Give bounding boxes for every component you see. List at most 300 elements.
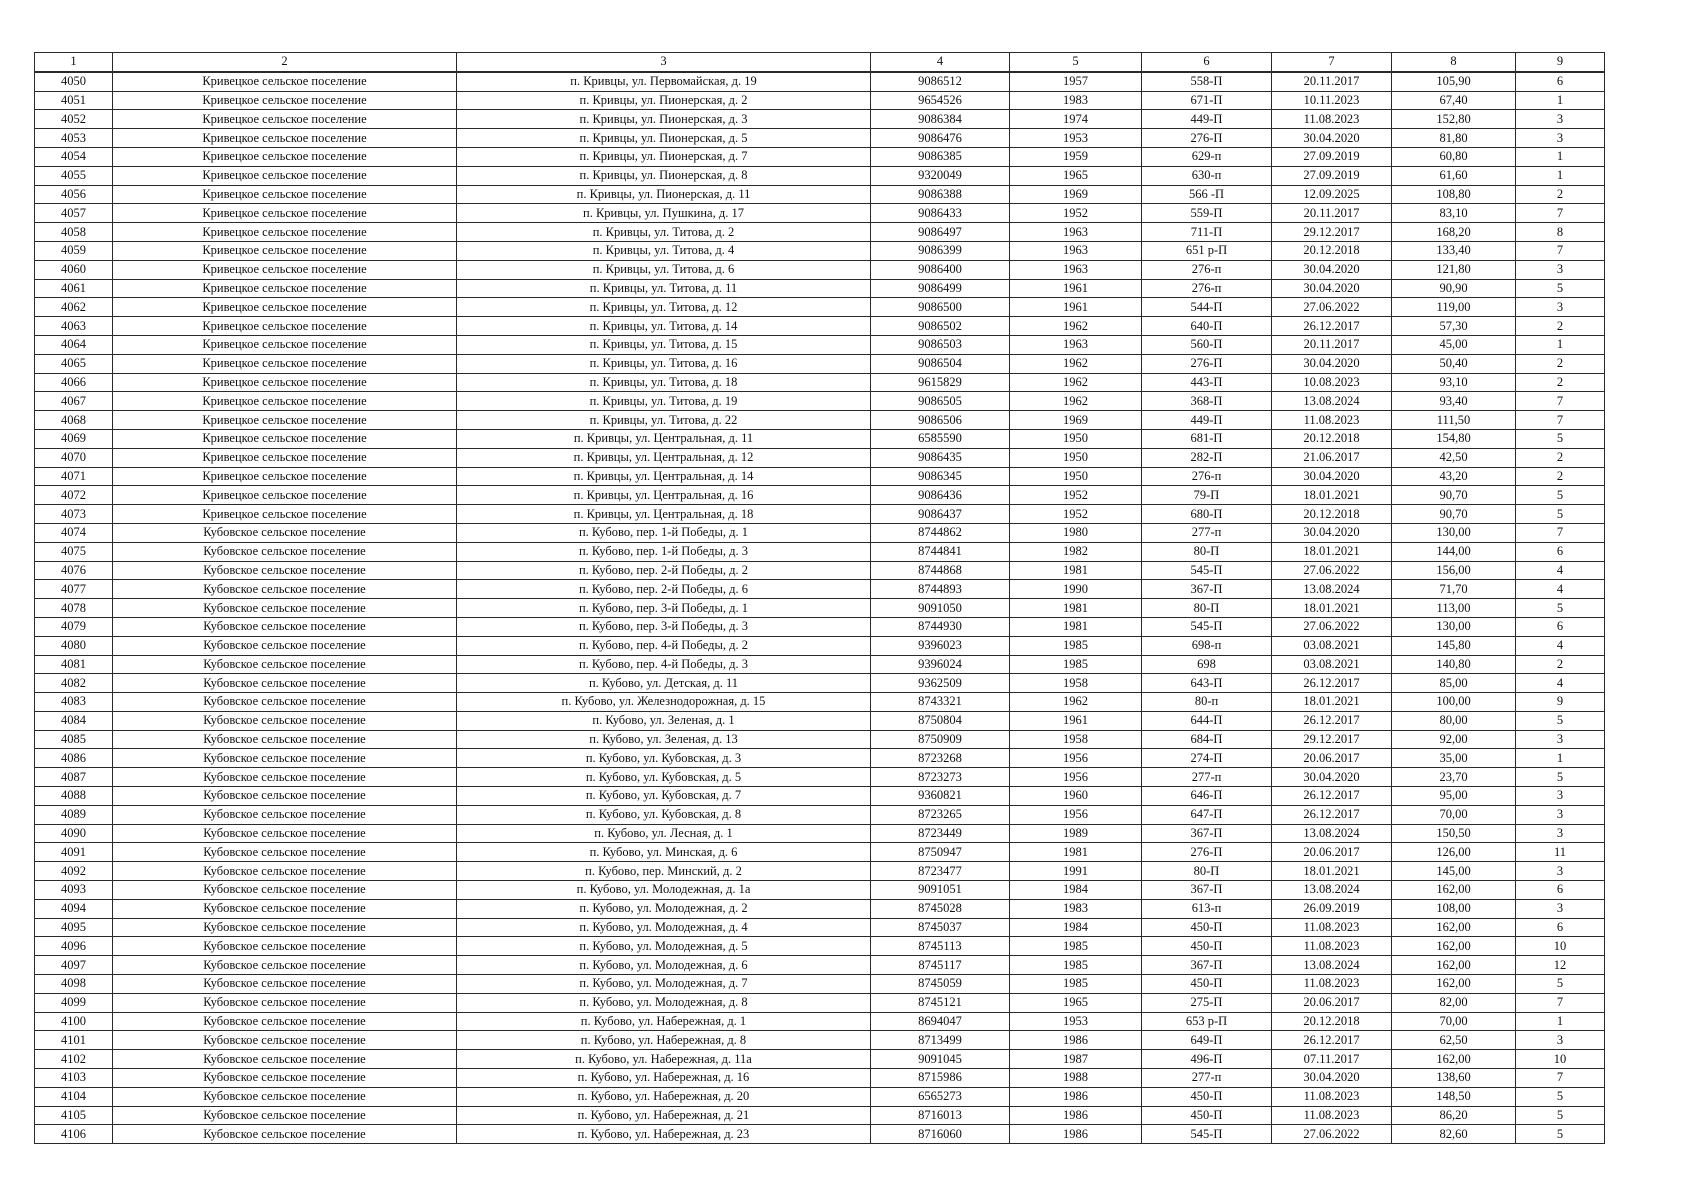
cell-document-number: 698-п	[1142, 636, 1272, 655]
cell-address: п. Кубово, пер. 2-й Победы, д. 2	[457, 561, 871, 580]
table-row	[35, 166, 1605, 185]
cell-address: п. Кривцы, ул. Титова, д. 2	[457, 223, 871, 242]
cell-address: п. Кубово, ул. Набережная, д. 8	[457, 1031, 871, 1050]
cell-document-number: 80-П	[1142, 862, 1272, 881]
cell-document-date: 26.12.2017	[1272, 787, 1392, 806]
cell-document-number: 698	[1142, 655, 1272, 674]
cell-count: 5	[1516, 505, 1605, 524]
cell-document-date: 11.08.2023	[1272, 918, 1392, 937]
cell-row-number: 4080	[35, 636, 113, 655]
cell-count: 3	[1516, 298, 1605, 317]
cell-year: 1990	[1010, 580, 1142, 599]
cell-settlement: Кривецкое сельское поселение	[113, 260, 457, 279]
cell-count: 4	[1516, 561, 1605, 580]
cell-document-number: 367-П	[1142, 580, 1272, 599]
cell-document-number: 282-П	[1142, 448, 1272, 467]
cell-document-date: 27.06.2022	[1272, 617, 1392, 636]
cell-address: п. Кубово, пер. 2-й Победы, д. 6	[457, 580, 871, 599]
cell-row-number: 4089	[35, 805, 113, 824]
cell-address: п. Кубово, ул. Кубовская, д. 7	[457, 787, 871, 806]
cell-count: 9	[1516, 693, 1605, 712]
column-header-5: 5	[1010, 53, 1142, 72]
cell-year: 1960	[1010, 787, 1142, 806]
table-body	[35, 72, 1605, 1144]
cell-row-number: 4064	[35, 335, 113, 354]
cell-document-number: 613-п	[1142, 899, 1272, 918]
table-row	[35, 580, 1605, 599]
cell-document-number: 496-П	[1142, 1050, 1272, 1069]
table-row	[35, 72, 1605, 91]
cell-count: 2	[1516, 185, 1605, 204]
cell-row-number: 4093	[35, 881, 113, 900]
cell-count: 3	[1516, 730, 1605, 749]
cell-area: 95,00	[1392, 787, 1516, 806]
cell-document-date: 13.08.2024	[1272, 392, 1392, 411]
cell-year: 1965	[1010, 166, 1142, 185]
cell-object-code: 8723449	[871, 824, 1010, 843]
cell-row-number: 4090	[35, 824, 113, 843]
cell-object-code: 9086399	[871, 241, 1010, 260]
table-row	[35, 975, 1605, 994]
cell-address: п. Кубово, ул. Кубовская, д. 3	[457, 749, 871, 768]
cell-count: 1	[1516, 147, 1605, 166]
cell-settlement: Кубовское сельское поселение	[113, 1050, 457, 1069]
cell-object-code: 9362509	[871, 674, 1010, 693]
cell-object-code: 8745028	[871, 899, 1010, 918]
cell-count: 3	[1516, 824, 1605, 843]
cell-count: 3	[1516, 129, 1605, 148]
cell-year: 1963	[1010, 241, 1142, 260]
cell-address: п. Кривцы, ул. Центральная, д. 12	[457, 448, 871, 467]
table-row	[35, 561, 1605, 580]
cell-address: п. Кубово, ул. Минская, д. 6	[457, 843, 871, 862]
cell-document-date: 20.12.2018	[1272, 429, 1392, 448]
cell-document-number: 367-П	[1142, 956, 1272, 975]
cell-object-code: 9091045	[871, 1050, 1010, 1069]
cell-object-code: 8744893	[871, 580, 1010, 599]
cell-row-number: 4059	[35, 241, 113, 260]
cell-area: 108,80	[1392, 185, 1516, 204]
cell-row-number: 4105	[35, 1106, 113, 1125]
cell-year: 1986	[1010, 1031, 1142, 1050]
cell-object-code: 9654526	[871, 91, 1010, 110]
cell-row-number: 4092	[35, 862, 113, 881]
cell-document-number: 544-П	[1142, 298, 1272, 317]
cell-count: 5	[1516, 711, 1605, 730]
cell-address: п. Кривцы, ул. Первомайская, д. 19	[457, 72, 871, 91]
cell-address: п. Кубово, ул. Набережная, д. 21	[457, 1106, 871, 1125]
cell-address: п. Кубово, пер. 1-й Победы, д. 3	[457, 542, 871, 561]
cell-object-code: 9086497	[871, 223, 1010, 242]
cell-area: 133,40	[1392, 241, 1516, 260]
cell-object-code: 8745059	[871, 975, 1010, 994]
cell-settlement: Кривецкое сельское поселение	[113, 486, 457, 505]
table-row	[35, 279, 1605, 298]
cell-year: 1963	[1010, 335, 1142, 354]
cell-address: п. Кубово, ул. Набережная, д. 20	[457, 1087, 871, 1106]
cell-document-number: 275-П	[1142, 993, 1272, 1012]
cell-year: 1981	[1010, 843, 1142, 862]
cell-object-code: 9086436	[871, 486, 1010, 505]
cell-year: 1983	[1010, 899, 1142, 918]
cell-settlement: Кубовское сельское поселение	[113, 636, 457, 655]
cell-count: 2	[1516, 354, 1605, 373]
cell-document-number: 450-П	[1142, 918, 1272, 937]
cell-row-number: 4058	[35, 223, 113, 242]
cell-object-code: 8750804	[871, 711, 1010, 730]
cell-area: 130,00	[1392, 523, 1516, 542]
cell-document-date: 20.06.2017	[1272, 993, 1392, 1012]
cell-object-code: 8723477	[871, 862, 1010, 881]
cell-address: п. Кубово, ул. Зеленая, д. 1	[457, 711, 871, 730]
table-row	[35, 241, 1605, 260]
cell-area: 168,20	[1392, 223, 1516, 242]
table-row	[35, 899, 1605, 918]
cell-year: 1985	[1010, 937, 1142, 956]
cell-year: 1956	[1010, 768, 1142, 787]
cell-address: п. Кривцы, ул. Пионерская, д. 8	[457, 166, 871, 185]
cell-address: п. Кривцы, ул. Центральная, д. 16	[457, 486, 871, 505]
cell-document-date: 20.06.2017	[1272, 843, 1392, 862]
cell-settlement: Кубовское сельское поселение	[113, 824, 457, 843]
cell-object-code: 6585590	[871, 429, 1010, 448]
cell-address: п. Кривцы, ул. Центральная, д. 18	[457, 505, 871, 524]
cell-area: 108,00	[1392, 899, 1516, 918]
cell-count: 4	[1516, 674, 1605, 693]
cell-object-code: 9086505	[871, 392, 1010, 411]
cell-address: п. Кубово, ул. Молодежная, д. 8	[457, 993, 871, 1012]
registry-table	[34, 52, 1605, 1144]
cell-document-number: 545-П	[1142, 561, 1272, 580]
table-row	[35, 260, 1605, 279]
cell-year: 1981	[1010, 561, 1142, 580]
cell-settlement: Кубовское сельское поселение	[113, 918, 457, 937]
cell-address: п. Кривцы, ул. Пионерская, д. 2	[457, 91, 871, 110]
cell-document-number: 560-П	[1142, 335, 1272, 354]
cell-year: 1962	[1010, 693, 1142, 712]
cell-document-date: 10.08.2023	[1272, 373, 1392, 392]
cell-row-number: 4103	[35, 1069, 113, 1088]
cell-object-code: 8723268	[871, 749, 1010, 768]
cell-document-date: 18.01.2021	[1272, 693, 1392, 712]
cell-address: п. Кубово, ул. Железнодорожная, д. 15	[457, 693, 871, 712]
cell-row-number: 4081	[35, 655, 113, 674]
cell-row-number: 4060	[35, 260, 113, 279]
cell-year: 1988	[1010, 1069, 1142, 1088]
cell-object-code: 9360821	[871, 787, 1010, 806]
cell-year: 1981	[1010, 617, 1142, 636]
cell-settlement: Кубовское сельское поселение	[113, 561, 457, 580]
cell-year: 1969	[1010, 185, 1142, 204]
cell-year: 1982	[1010, 542, 1142, 561]
cell-area: 105,90	[1392, 72, 1516, 91]
cell-document-number: 276-п	[1142, 279, 1272, 298]
cell-count: 1	[1516, 749, 1605, 768]
cell-area: 93,40	[1392, 392, 1516, 411]
cell-row-number: 4053	[35, 129, 113, 148]
table-row	[35, 523, 1605, 542]
cell-object-code: 9091051	[871, 881, 1010, 900]
cell-row-number: 4102	[35, 1050, 113, 1069]
cell-area: 83,10	[1392, 204, 1516, 223]
cell-document-date: 18.01.2021	[1272, 862, 1392, 881]
cell-settlement: Кривецкое сельское поселение	[113, 411, 457, 430]
cell-count: 2	[1516, 448, 1605, 467]
cell-document-date: 18.01.2021	[1272, 599, 1392, 618]
cell-object-code: 8743321	[871, 693, 1010, 712]
cell-object-code: 9086400	[871, 260, 1010, 279]
table-row	[35, 204, 1605, 223]
cell-document-number: 80-П	[1142, 542, 1272, 561]
cell-year: 1986	[1010, 1125, 1142, 1144]
cell-document-date: 07.11.2017	[1272, 1050, 1392, 1069]
cell-row-number: 4097	[35, 956, 113, 975]
cell-document-date: 11.08.2023	[1272, 975, 1392, 994]
cell-document-number: 276-П	[1142, 129, 1272, 148]
cell-year: 1991	[1010, 862, 1142, 881]
cell-year: 1965	[1010, 993, 1142, 1012]
table-row	[35, 768, 1605, 787]
cell-object-code: 8744930	[871, 617, 1010, 636]
cell-document-date: 20.12.2018	[1272, 1012, 1392, 1031]
cell-address: п. Кривцы, ул. Титова, д. 6	[457, 260, 871, 279]
table-row	[35, 373, 1605, 392]
cell-year: 1952	[1010, 486, 1142, 505]
cell-settlement: Кубовское сельское поселение	[113, 693, 457, 712]
cell-document-number: 651 р-П	[1142, 241, 1272, 260]
cell-count: 5	[1516, 1087, 1605, 1106]
cell-count: 5	[1516, 486, 1605, 505]
cell-document-date: 30.04.2020	[1272, 523, 1392, 542]
cell-row-number: 4054	[35, 147, 113, 166]
cell-address: п. Кубово, ул. Набережная, д. 11а	[457, 1050, 871, 1069]
cell-area: 140,80	[1392, 655, 1516, 674]
cell-year: 1984	[1010, 918, 1142, 937]
cell-area: 82,60	[1392, 1125, 1516, 1144]
cell-address: п. Кубово, пер. Минский, д. 2	[457, 862, 871, 881]
cell-area: 162,00	[1392, 918, 1516, 937]
cell-area: 92,00	[1392, 730, 1516, 749]
cell-area: 62,50	[1392, 1031, 1516, 1050]
cell-row-number: 4096	[35, 937, 113, 956]
cell-count: 3	[1516, 787, 1605, 806]
table-row	[35, 1050, 1605, 1069]
cell-row-number: 4077	[35, 580, 113, 599]
cell-settlement: Кривецкое сельское поселение	[113, 279, 457, 298]
cell-settlement: Кубовское сельское поселение	[113, 1087, 457, 1106]
cell-row-number: 4095	[35, 918, 113, 937]
table-row	[35, 711, 1605, 730]
cell-document-date: 27.06.2022	[1272, 1125, 1392, 1144]
cell-count: 2	[1516, 467, 1605, 486]
table-row	[35, 392, 1605, 411]
cell-document-number: 646-П	[1142, 787, 1272, 806]
cell-object-code: 9091050	[871, 599, 1010, 618]
cell-document-date: 20.12.2018	[1272, 505, 1392, 524]
cell-year: 1959	[1010, 147, 1142, 166]
header-row	[35, 53, 1605, 72]
cell-year: 1984	[1010, 881, 1142, 900]
cell-area: 154,80	[1392, 429, 1516, 448]
cell-settlement: Кубовское сельское поселение	[113, 956, 457, 975]
table-row	[35, 937, 1605, 956]
cell-document-date: 12.09.2025	[1272, 185, 1392, 204]
cell-document-number: 653 р-П	[1142, 1012, 1272, 1031]
cell-settlement: Кубовское сельское поселение	[113, 1125, 457, 1144]
cell-address: п. Кривцы, ул. Титова, д. 16	[457, 354, 871, 373]
cell-address: п. Кубово, ул. Молодежная, д. 7	[457, 975, 871, 994]
cell-count: 4	[1516, 580, 1605, 599]
cell-year: 1969	[1010, 411, 1142, 430]
cell-document-date: 26.09.2019	[1272, 899, 1392, 918]
table-row	[35, 1087, 1605, 1106]
cell-count: 12	[1516, 956, 1605, 975]
cell-year: 1957	[1010, 72, 1142, 91]
cell-document-date: 03.08.2021	[1272, 655, 1392, 674]
cell-count: 2	[1516, 317, 1605, 336]
cell-settlement: Кубовское сельское поселение	[113, 993, 457, 1012]
cell-area: 126,00	[1392, 843, 1516, 862]
table-row	[35, 335, 1605, 354]
cell-area: 121,80	[1392, 260, 1516, 279]
cell-area: 50,40	[1392, 354, 1516, 373]
cell-document-number: 276-п	[1142, 467, 1272, 486]
cell-area: 148,50	[1392, 1087, 1516, 1106]
table-row	[35, 881, 1605, 900]
cell-count: 6	[1516, 918, 1605, 937]
table-row	[35, 354, 1605, 373]
cell-object-code: 6565273	[871, 1087, 1010, 1106]
cell-document-date: 21.06.2017	[1272, 448, 1392, 467]
cell-row-number: 4100	[35, 1012, 113, 1031]
cell-document-date: 30.04.2020	[1272, 768, 1392, 787]
cell-year: 1963	[1010, 260, 1142, 279]
cell-document-date: 11.08.2023	[1272, 937, 1392, 956]
cell-area: 152,80	[1392, 110, 1516, 129]
cell-object-code: 9086384	[871, 110, 1010, 129]
cell-area: 60,80	[1392, 147, 1516, 166]
cell-area: 70,00	[1392, 1012, 1516, 1031]
cell-year: 1987	[1010, 1050, 1142, 1069]
cell-settlement: Кривецкое сельское поселение	[113, 110, 457, 129]
cell-object-code: 9086345	[871, 467, 1010, 486]
table-row	[35, 1012, 1605, 1031]
cell-row-number: 4069	[35, 429, 113, 448]
cell-object-code: 9086504	[871, 354, 1010, 373]
cell-count: 4	[1516, 636, 1605, 655]
cell-settlement: Кривецкое сельское поселение	[113, 429, 457, 448]
cell-row-number: 4057	[35, 204, 113, 223]
cell-document-date: 26.12.2017	[1272, 805, 1392, 824]
cell-document-date: 13.08.2024	[1272, 881, 1392, 900]
cell-settlement: Кубовское сельское поселение	[113, 881, 457, 900]
cell-document-number: 681-П	[1142, 429, 1272, 448]
cell-settlement: Кривецкое сельское поселение	[113, 467, 457, 486]
cell-document-date: 18.01.2021	[1272, 486, 1392, 505]
cell-document-number: 450-П	[1142, 937, 1272, 956]
cell-count: 2	[1516, 655, 1605, 674]
cell-document-date: 11.08.2023	[1272, 411, 1392, 430]
cell-row-number: 4068	[35, 411, 113, 430]
cell-object-code: 8745117	[871, 956, 1010, 975]
cell-document-date: 29.12.2017	[1272, 730, 1392, 749]
cell-object-code: 9086502	[871, 317, 1010, 336]
cell-document-date: 20.11.2017	[1272, 72, 1392, 91]
cell-area: 85,00	[1392, 674, 1516, 693]
cell-count: 6	[1516, 617, 1605, 636]
cell-year: 1985	[1010, 956, 1142, 975]
cell-object-code: 9086506	[871, 411, 1010, 430]
cell-document-date: 27.09.2019	[1272, 166, 1392, 185]
table-row	[35, 1125, 1605, 1144]
table-row	[35, 1031, 1605, 1050]
cell-settlement: Кубовское сельское поселение	[113, 749, 457, 768]
cell-document-date: 03.08.2021	[1272, 636, 1392, 655]
cell-row-number: 4063	[35, 317, 113, 336]
cell-row-number: 4078	[35, 599, 113, 618]
cell-count: 3	[1516, 260, 1605, 279]
cell-document-number: 276-п	[1142, 260, 1272, 279]
cell-area: 42,50	[1392, 448, 1516, 467]
table-row	[35, 730, 1605, 749]
cell-address: п. Кубово, ул. Молодежная, д. 2	[457, 899, 871, 918]
cell-area: 70,00	[1392, 805, 1516, 824]
cell-area: 162,00	[1392, 937, 1516, 956]
cell-document-date: 30.04.2020	[1272, 467, 1392, 486]
cell-address: п. Кубово, ул. Лесная, д. 1	[457, 824, 871, 843]
cell-area: 150,50	[1392, 824, 1516, 843]
cell-document-number: 671-П	[1142, 91, 1272, 110]
cell-document-number: 649-П	[1142, 1031, 1272, 1050]
table-row	[35, 129, 1605, 148]
cell-count: 5	[1516, 1106, 1605, 1125]
cell-area: 111,50	[1392, 411, 1516, 430]
table-row	[35, 317, 1605, 336]
cell-document-date: 30.04.2020	[1272, 279, 1392, 298]
cell-document-date: 20.11.2017	[1272, 204, 1392, 223]
cell-count: 7	[1516, 411, 1605, 430]
table-row	[35, 993, 1605, 1012]
cell-document-number: 643-П	[1142, 674, 1272, 693]
cell-settlement: Кривецкое сельское поселение	[113, 392, 457, 411]
cell-document-number: 684-П	[1142, 730, 1272, 749]
cell-settlement: Кубовское сельское поселение	[113, 862, 457, 881]
cell-count: 7	[1516, 204, 1605, 223]
cell-address: п. Кубово, ул. Молодежная, д. 5	[457, 937, 871, 956]
cell-row-number: 4051	[35, 91, 113, 110]
cell-settlement: Кубовское сельское поселение	[113, 617, 457, 636]
cell-document-number: 630-п	[1142, 166, 1272, 185]
cell-year: 1956	[1010, 749, 1142, 768]
cell-count: 5	[1516, 599, 1605, 618]
cell-row-number: 4091	[35, 843, 113, 862]
cell-document-number: 274-П	[1142, 749, 1272, 768]
column-header-7: 7	[1272, 53, 1392, 72]
cell-area: 45,00	[1392, 335, 1516, 354]
table-row	[35, 918, 1605, 937]
cell-row-number: 4088	[35, 787, 113, 806]
cell-document-number: 566 -П	[1142, 185, 1272, 204]
cell-object-code: 9086500	[871, 298, 1010, 317]
cell-address: п. Кубово, ул. Зеленая, д. 13	[457, 730, 871, 749]
cell-count: 1	[1516, 335, 1605, 354]
cell-area: 113,00	[1392, 599, 1516, 618]
cell-year: 1952	[1010, 204, 1142, 223]
cell-year: 1981	[1010, 599, 1142, 618]
cell-document-date: 27.06.2022	[1272, 561, 1392, 580]
cell-address: п. Кубово, пер. 3-й Победы, д. 1	[457, 599, 871, 618]
cell-row-number: 4065	[35, 354, 113, 373]
